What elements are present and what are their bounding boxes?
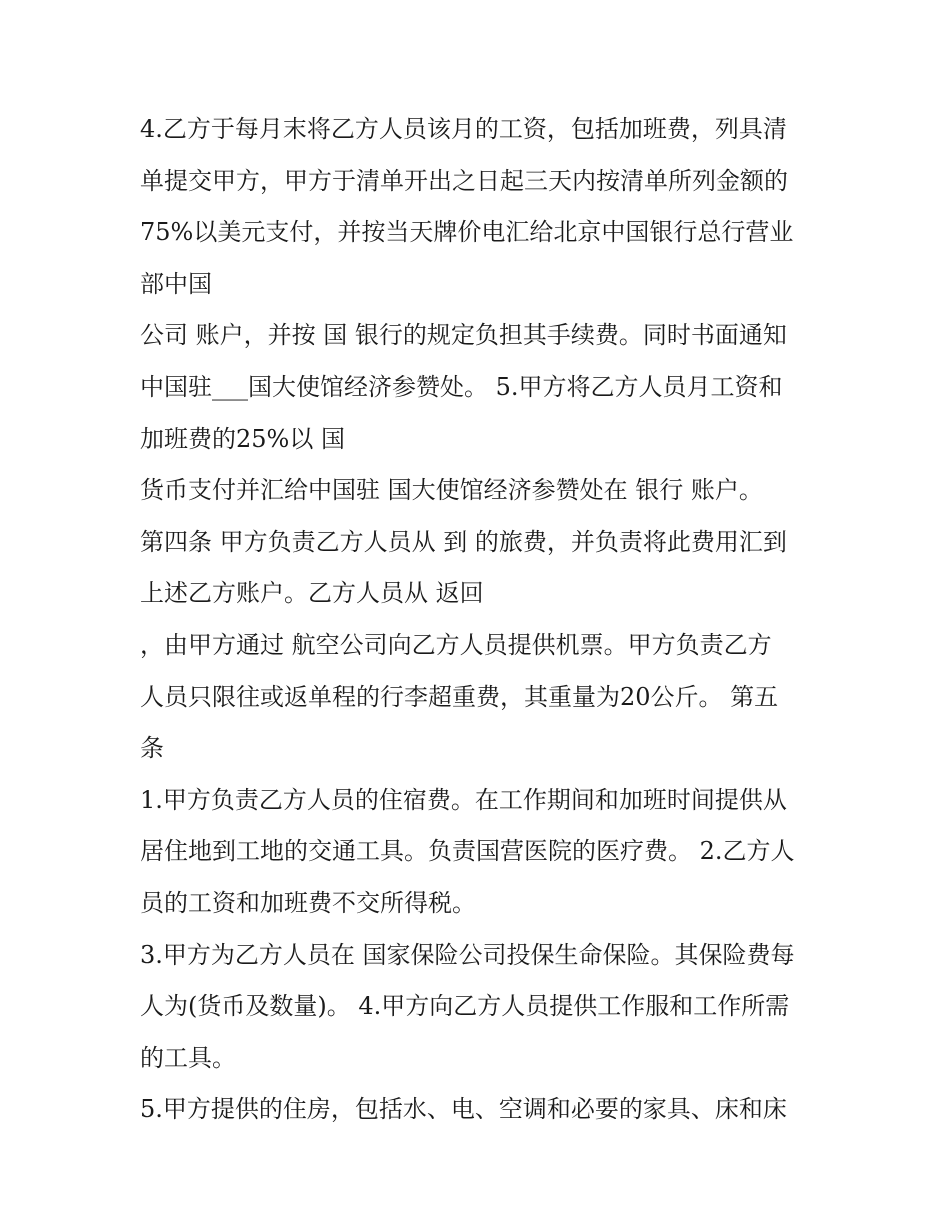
text-line: 加班费的25%以 国 <box>140 424 345 453</box>
text-line: 第四条 甲方负责乙方人员从 到 的旅费，并负责将此费用汇到 <box>140 527 787 556</box>
text-line: 1.甲方负责乙方人员的住宿费。在工作期间和加班时间提供从 <box>140 785 787 814</box>
text-line: ，由甲方通过 航空公司向乙方人员提供机票。甲方负责乙方 <box>140 630 772 659</box>
text-line: 公司 账户，并按 国 银行的规定负担其手续费。同时书面通知 <box>140 321 787 350</box>
text-line: 中国驻___国大使馆经济参赞处。 5.甲方将乙方人员月工资和 <box>140 372 783 401</box>
text-line: 员的工资和加班费不交所得税。 <box>140 888 476 917</box>
text-line: 4.乙方于每月末将乙方人员该月的工资，包括加班费，列具清 <box>140 115 787 143</box>
document-body <box>140 104 820 1136</box>
text-line: 3.甲方为乙方人员在 国家保险公司投保生命保险。其保险费每 <box>140 940 795 969</box>
text-line: 的工具。 <box>140 1043 236 1072</box>
text-line: 单提交甲方，甲方于清单开出之日起三天内按清单所列金额的 <box>140 166 788 195</box>
text-line: 货币支付并汇给中国驻 国大使馆经济参赞处在 银行 账户。 <box>140 476 763 505</box>
text-line: 居住地到工地的交通工具。负责国营医院的医疗费。 2.乙方人 <box>140 837 795 866</box>
text-line: 5.甲方提供的住房，包括水、电、空调和必要的家具、床和床 <box>140 1095 787 1124</box>
text-line: 人为(货币及数量)。 4.甲方向乙方人员提供工作服和工作所需 <box>140 992 790 1021</box>
text-line: 75%以美元支付，并按当天牌价电汇给北京中国银行总行营业 <box>140 218 794 247</box>
text-line: 人员只限往或返单程的行李超重费，其重量为20公斤。 第五 <box>140 682 779 711</box>
text-line: 上述乙方账户。乙方人员从 返回 <box>140 579 484 608</box>
text-line: 条 <box>140 734 164 763</box>
text-line: 部中国 <box>140 269 212 298</box>
